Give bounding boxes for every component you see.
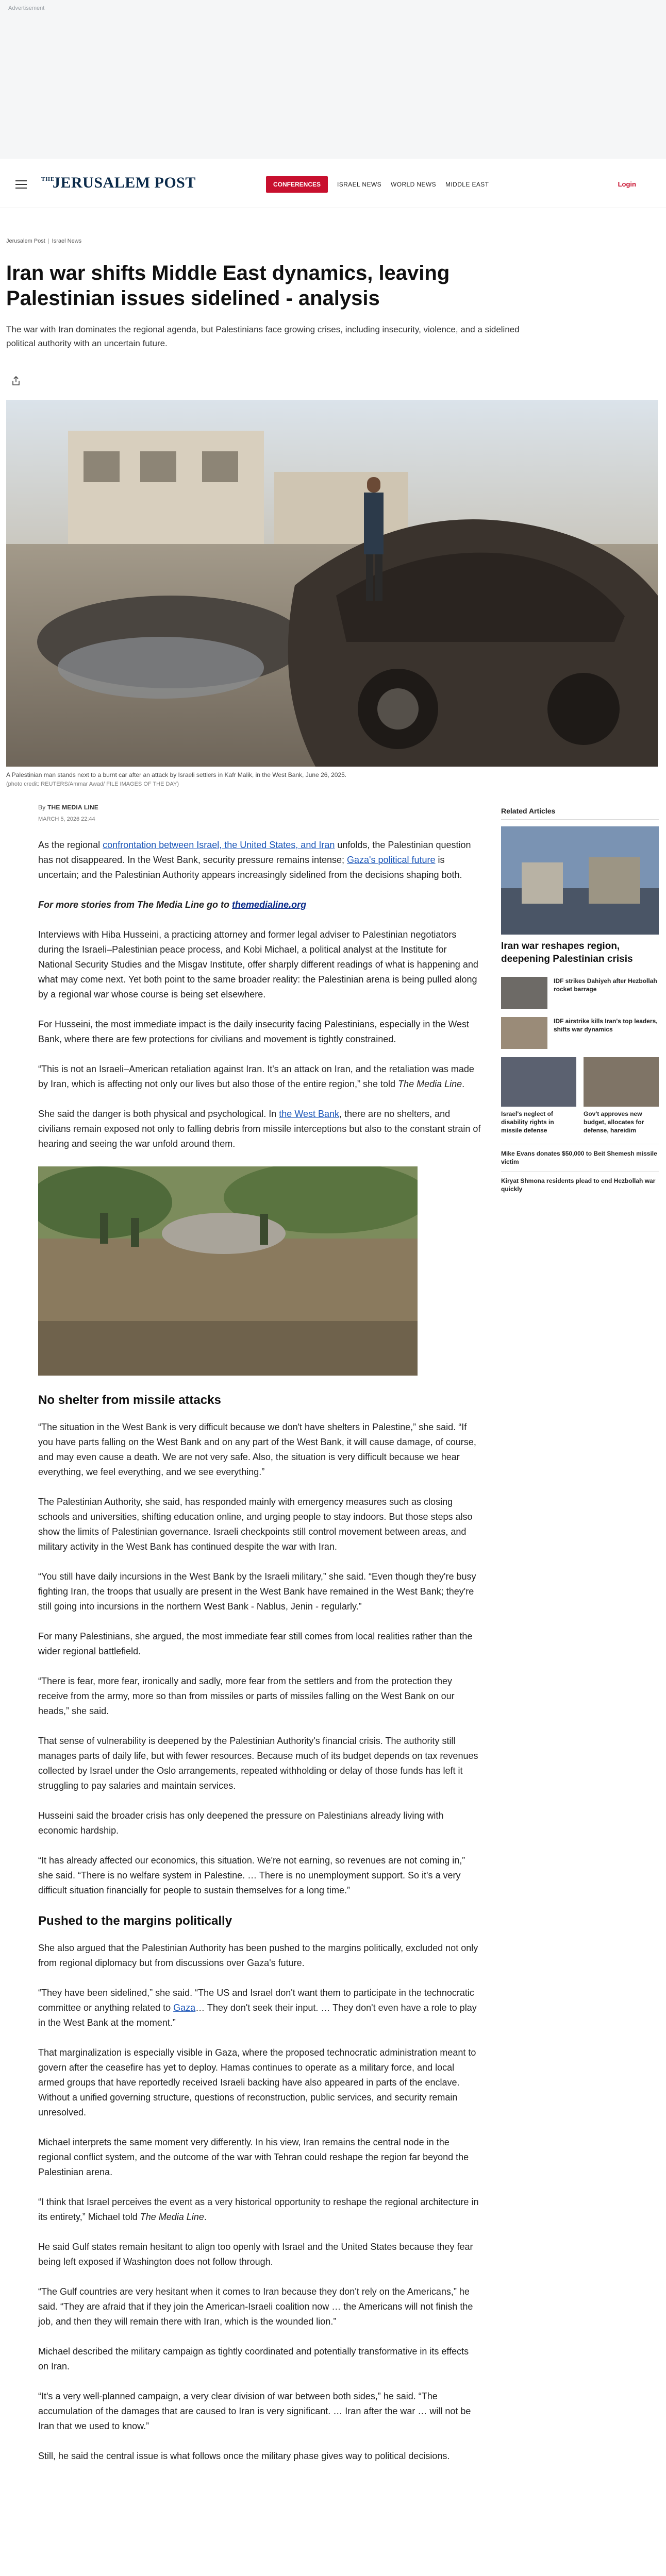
logo-name: JERUSALEM POST <box>53 174 196 191</box>
paragraph: He said Gulf states remain hesitant to align too openly with Israel and the United States because they fear being left exposed if Washington does not follow through. <box>38 2242 473 2267</box>
inline-article-image <box>38 1166 418 1376</box>
related-articles <box>501 807 659 1198</box>
related-card-image <box>501 1057 576 1107</box>
paragraph: She also argued that the Palestinian Authority has been pushed to the margins politically, excluded not only from regional diplomacy but from discussions over Gaza's future. <box>38 1943 478 1968</box>
nav-israel-news[interactable]: ISRAEL NEWS <box>337 181 381 188</box>
hero-caption-text: A Palestinian man stands next to a burnt car after an attack by Israeli settlers in Kafr Malik, in the West Bank, June 26, 2025. <box>6 771 347 778</box>
site-header <box>0 161 666 208</box>
paragraph: “You still have daily incursions in the West Bank by the Israeli military,” she said. “Even though they're busy fighting Iran, the troops that usually are present in the West Bank have remained in the West Bank; they're still going into incursions in the northern West Bank - Nablus, Jenin - regularly.” <box>38 1571 476 1612</box>
related-item-title: IDF airstrike kills Iran's top leaders, shifts war dynamics <box>554 1018 658 1033</box>
section-heading-no-shelter: No shelter from missile attacks <box>38 1393 221 1407</box>
related-heading: Related Articles <box>501 807 659 820</box>
related-card-image <box>584 1057 659 1107</box>
paragraph: That sense of vulnerability is deepened by the Palestinian Authority's financial crisis. The authority still manages parts of daily life, but with fewer resources. Because much of its budget depends on tax revenues collected by Israel under the Oslo arrangements, repeated withholding or delay of those funds has left it struggling to pay salaries and maintain services. <box>38 1736 478 1791</box>
byline-author[interactable]: THE MEDIA LINE <box>47 804 98 811</box>
media-line-promo: For more stories from The Media Line go to themedialine.org <box>38 900 307 910</box>
breadcrumb: Jerusalem Post | Israel News <box>6 238 82 244</box>
section-heading-margins: Pushed to the margins politically <box>38 1914 232 1928</box>
related-list-item[interactable]: Mike Evans donates $50,000 to Beit Shemesh missile victim <box>501 1144 659 1171</box>
related-list-item[interactable]: Kiryat Shmona residents plead to end Hezbollah war quickly <box>501 1171 659 1198</box>
nav-middle-east[interactable]: MIDDLE EAST <box>445 181 489 188</box>
paragraph: “It has already affected our economics, this situation. We're not earning, so revenues are not coming in,” she said. “There is no welfare system in Palestine. … There is no unemployment support. So it's a very difficult situation financially for people to sustain themselves for a long time.” <box>38 1855 465 1895</box>
paragraph: As the regional confrontation between Israel, the United States, and Iran unfolds, the Palestinian question has not disappeared. In the West Bank, security pressure remains intense; Gaza's political future is uncertain; and the Palestinian Authority appears increasingly sidelined from the decisions shaping both. <box>38 840 471 880</box>
paragraph: That marginalization is especially visible in Gaza, where the proposed technocratic administration meant to govern after the ceasefire has yet to deploy. Hamas continues to operate as a military force, and local armed groups that have reportedly received Israeli backing have also appeared in parts of the enclave. Without a unified governing structure, questions of reconstruction, public services, and security remain unresolved. <box>38 2047 476 2117</box>
link-west-bank[interactable]: the West Bank <box>279 1109 340 1119</box>
paragraph: For Husseini, the most immediate impact is the daily insecurity facing Palestinians, especially in the West Bank, where there are few protections for civilians and movement is tightly constrained. <box>38 1019 470 1044</box>
related-item[interactable] <box>501 977 659 1009</box>
hero-image <box>6 400 658 767</box>
share-icon[interactable] <box>10 375 22 386</box>
related-item[interactable] <box>501 1017 659 1049</box>
paragraph: “There is fear, more fear, ironically and sadly, more fear from the settlers and from the protection they receive from the army, more so than from missiles or parts of missiles falling on the West Bank on our heads,” she said. <box>38 1676 455 1716</box>
paragraph: “The situation in the West Bank is very difficult because we don't have shelters in Palestine,” she said. “If you have parts falling on the West Bank and on any part of the West Bank, it will cause damage, of course, and may even cause a death. We are not very safe. Also, the situation is very difficult because we hear everything, we feel everything, and we see everything.” <box>38 1422 476 1477</box>
byline-prefix: By <box>38 804 46 811</box>
top-advertisement[interactable] <box>0 0 666 159</box>
related-main-image[interactable] <box>501 826 659 935</box>
related-cards <box>501 1057 659 1134</box>
paragraph: For many Palestinians, she argued, the most immediate fear still comes from local realities rather than the wider regional battlefield. <box>38 1631 473 1656</box>
breadcrumb-section-link[interactable]: Israel News <box>52 238 82 244</box>
paragraph: The Palestinian Authority, she said, has responded mainly with emergency measures such as closing schools and universities, shifting education online, and urging people to stay indoors. But those steps also show the limits of Palestinian governance. Israeli checkpoints still control movement between areas, and military activity in the West Bank has continued despite the war with Iran. <box>38 1497 473 1552</box>
hamburger-menu-icon[interactable] <box>15 180 27 189</box>
login-link[interactable]: Login <box>618 180 636 188</box>
byline <box>38 804 98 811</box>
nav-conferences-button[interactable]: CONFERENCES <box>266 176 328 193</box>
breadcrumb-home-link[interactable]: Jerusalem Post <box>6 238 45 244</box>
article-body <box>38 838 481 2479</box>
link-themedialine[interactable]: themedialine.org <box>232 900 307 910</box>
related-card-title: Gov't approves new budget, allocates for defense, hareidim <box>584 1110 644 1134</box>
main-nav <box>266 176 489 193</box>
link-gaza-political-future[interactable]: Gaza's political future <box>346 855 436 865</box>
related-card[interactable] <box>584 1057 659 1134</box>
article-headline: Iran war shifts Middle East dynamics, leaving Palestinian issues sidelined - analysis <box>6 262 450 310</box>
related-thumbnail <box>501 977 547 1009</box>
paragraph: Husseini said the broader crisis has only deepened the pressure on Palestinians already living with economic hardship. <box>38 1810 444 1836</box>
paragraph: Interviews with Hiba Husseini, a practicing attorney and former legal adviser to Palestinian negotiators during the Israeli–Palestinian peace process, and Kobi Michael, a political analyst at the Institute for National Security Studies and the Misgav Institute, offer sharply different readings of what is happening and what may come next. Yet both point to the same broader reality: the Palestinian arena is being pulled along by a regional war whose course is being set elsewhere. <box>38 929 478 999</box>
article-summary: The war with Iran dominates the regional agenda, but Palestinians face growing crises, including insecurity, violence, and a sidelined political authority with an uncertain future. <box>6 325 520 348</box>
paragraph: “This is not an Israeli–American retaliation against Iran. It's an attack on Iran, and the retaliation was made by Iran, which is affecting not only our lives but also those of the entire region,” she told The Media Line. <box>38 1064 474 1089</box>
site-logo[interactable] <box>41 174 206 195</box>
related-card[interactable] <box>501 1057 576 1134</box>
hero-caption <box>6 771 573 789</box>
ad-label: Advertisement <box>8 5 45 11</box>
logo-prefix: THE <box>41 176 55 182</box>
paragraph: Michael described the military campaign as tightly coordinated and potentially transformative in its effects on Iran. <box>38 2346 469 2371</box>
article-date: MARCH 5, 2026 22:44 <box>38 816 95 822</box>
paragraph: “It's a very well-planned campaign, a very clear division of war between both sides,” he said. “The accumulation of the damages that are caused to Iran is very significant. … Iran after the war … will not be Iran that we used to know.” <box>38 2391 471 2431</box>
related-card-title: Israel's neglect of disability rights in missile defense <box>501 1110 554 1134</box>
related-item-title: IDF strikes Dahiyeh after Hezbollah rocket barrage <box>554 977 657 993</box>
paragraph: Michael interprets the same moment very differently. In his view, Iran remains the central node in the regional conflict system, and the outcome of the war with Tehran could reshape the region far beyond the Palestinian arena. <box>38 2137 469 2177</box>
related-main-title[interactable]: Iran war reshapes region, deepening Palestinian crisis <box>501 941 633 964</box>
paragraph: “The Gulf countries are very hesitant when it comes to Iran because they don't rely on the Americans,” he said. “They are afraid that if they join the American-Israeli coalition now … the Americans will not finish the job, and then they will remain there with Iran, which is the wounded lion.” <box>38 2286 473 2327</box>
paragraph: “They have been sidelined,” she said. “The US and Israel don't want them to participate in the technocratic committee or anything related to Gaza… They don't seek their input. … They don't even have a role to play in the West Bank at the moment.” <box>38 1988 477 2028</box>
hero-photo-credit: (photo credit: REUTERS/Ammar Awad/ FILE IMAGES OF THE DAY) <box>6 781 179 787</box>
paragraph: She said the danger is both physical and psychological. In the West Bank, there are no shelters, and civilians remain exposed not only to falling debris from missile interceptions but also to the constant strain of hearing and seeing the war unfold around them. <box>38 1109 481 1149</box>
paragraph: “I think that Israel perceives the event as a very historical opportunity to reshape the regional architecture in its entirety,” Michael told The Media Line. <box>38 2197 479 2222</box>
nav-world-news[interactable]: WORLD NEWS <box>391 181 436 188</box>
link-regional-confrontation[interactable]: confrontation between Israel, the United States, and Iran <box>103 840 335 850</box>
paragraph: Still, he said the central issue is what follows once the military phase gives way to political decisions. <box>38 2451 450 2461</box>
link-gaza[interactable]: Gaza <box>173 2003 196 2013</box>
related-thumbnail <box>501 1017 547 1049</box>
